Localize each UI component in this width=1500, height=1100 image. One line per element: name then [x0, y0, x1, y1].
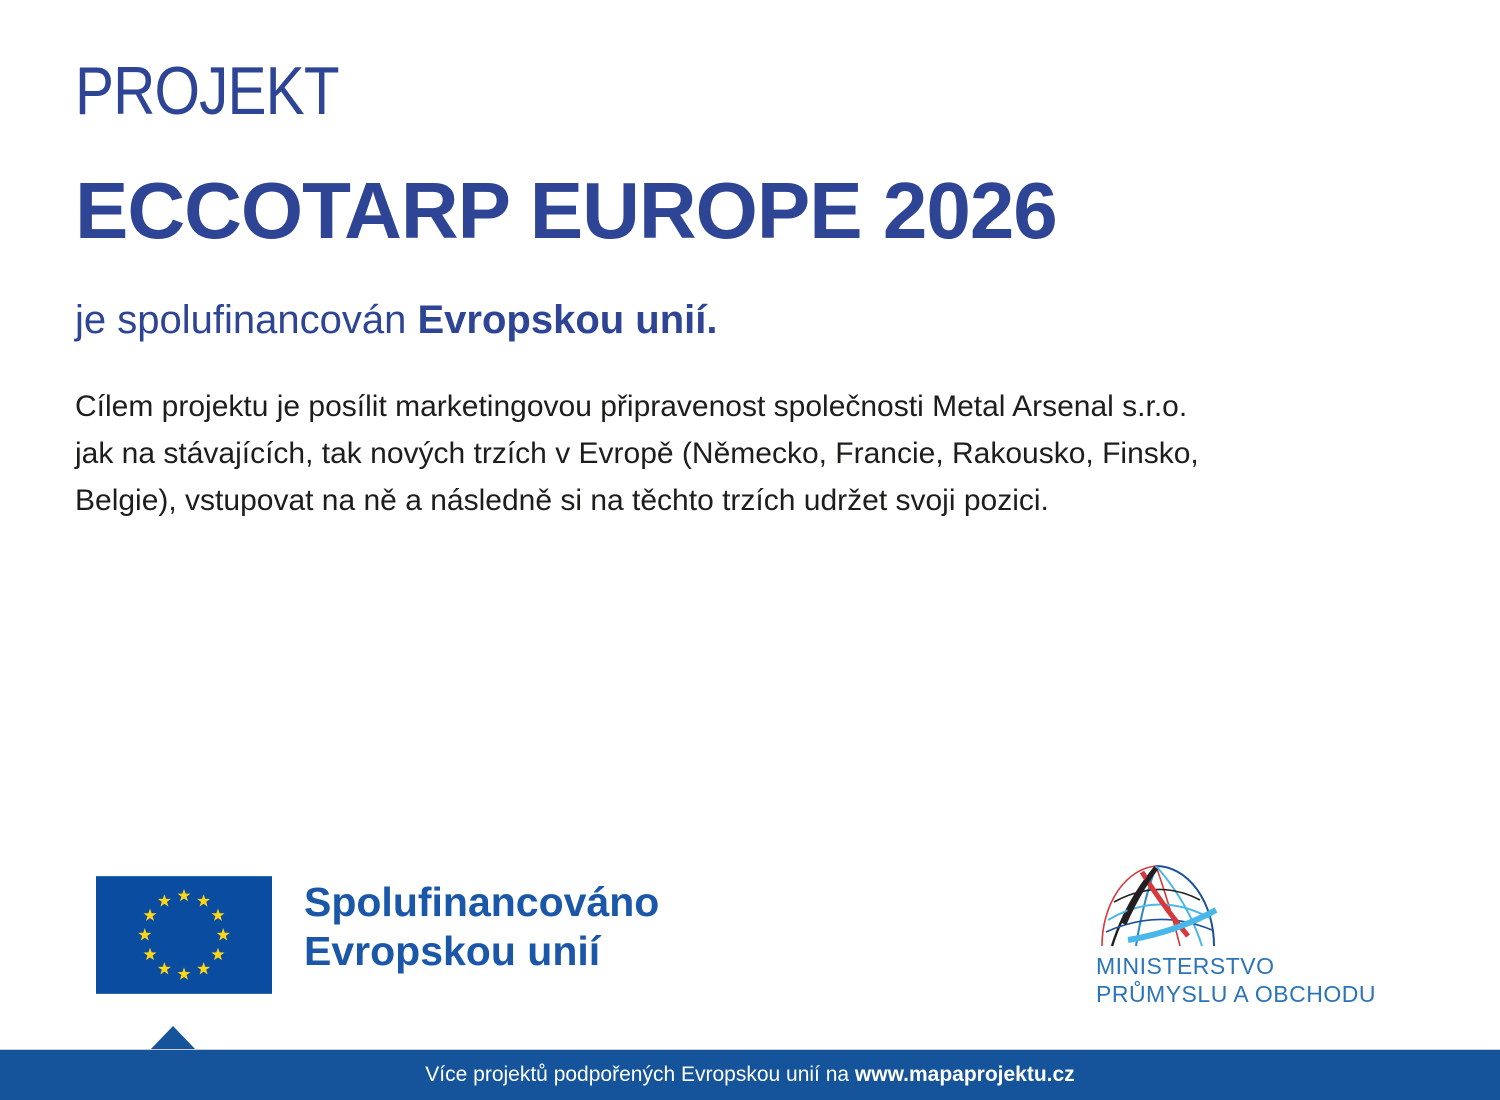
eu-cofunded-logo	[96, 876, 659, 994]
subtitle-bold: Evropskou unií.	[417, 298, 718, 342]
eu-flag-icon	[96, 876, 272, 994]
ministry-label	[1096, 952, 1396, 1008]
eu-label-line1: Spolufinancováno	[304, 879, 660, 925]
ministry-label-line1: MINISTERSTVO	[1096, 953, 1275, 979]
footer-text-regular: Více projektů podpořených Evropskou unií na	[425, 1063, 855, 1086]
description-line: jak na stávajících, tak nových trzích v Evropě (Německo, Francie, Rakousko, Finsko,	[75, 437, 1199, 470]
ministry-label-line2: PRŮMYSLU A OBCHODU	[1096, 981, 1376, 1007]
footer-pointer-triangle	[150, 1026, 196, 1050]
subtitle-regular: je spolufinancován	[75, 298, 418, 342]
project-description	[75, 383, 1375, 524]
ministry-globe-icon	[1098, 862, 1220, 950]
eu-label-line2: Evropskou unií	[304, 928, 601, 974]
description-line: Belgie), vstupovat na ně a následně si na těchto trzích udržet svoji pozici.	[75, 484, 1049, 517]
description-line: Cílem projektu je posílit marketingovou připravenost společnosti Metal Arsenal s.r.o.	[75, 390, 1188, 423]
eu-cofunded-label	[304, 878, 659, 976]
footer-url: www.mapaprojektu.cz	[854, 1063, 1075, 1086]
project-subtitle	[75, 298, 718, 343]
footer-bar	[0, 1049, 1500, 1100]
project-kicker: PROJEKT	[75, 53, 339, 129]
project-title: ECCOTARP EUROPE 2026	[75, 166, 1057, 255]
ministry-logo	[1096, 862, 1396, 1008]
